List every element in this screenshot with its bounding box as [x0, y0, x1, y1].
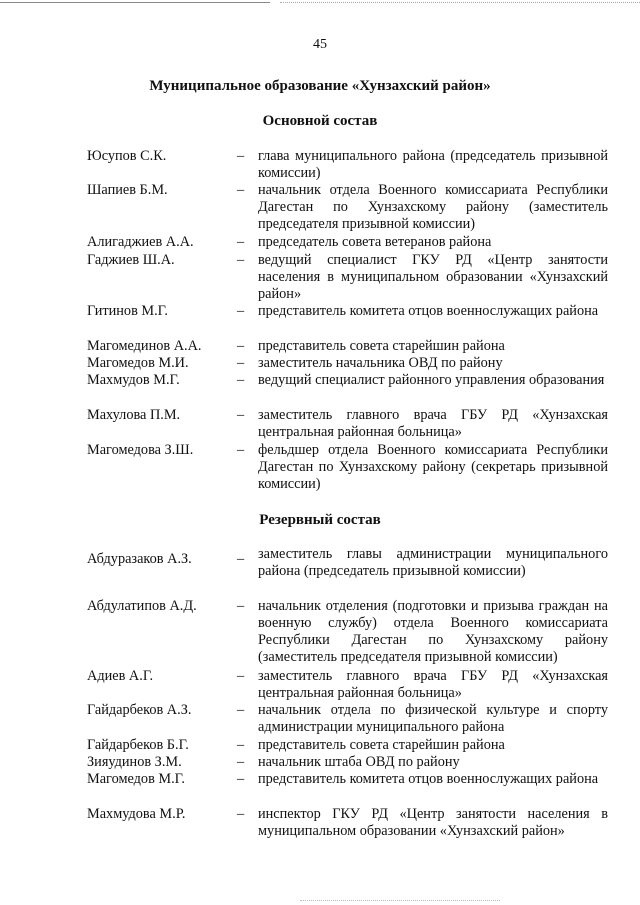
member-name: Махмудова М.Р. [87, 806, 186, 822]
dash: – [237, 771, 245, 787]
dash: – [237, 754, 245, 770]
member-role: заместитель главного врача ГБУ РД «Хунзахская центральная районная больница» [258, 668, 608, 701]
member-role: начальник отдела по физической культуре и спорту администрации муниципального района [258, 702, 608, 735]
dash: – [237, 702, 245, 718]
member-name: Зияудинов З.М. [87, 754, 182, 770]
member-role: начальник штаба ОВД по району [258, 754, 460, 770]
page-number: 45 [313, 37, 327, 52]
dash: – [237, 303, 245, 319]
member-name: Гаджиев Ш.А. [87, 252, 175, 268]
member-name: Адиев А.Г. [87, 668, 154, 684]
page-title: Муниципальное образование «Хунзахский район» [149, 78, 491, 94]
dash: – [237, 407, 245, 423]
member-role: начальник отдела Военного комиссариата Республики Дагестан по Хунзахскому району (заместитель председателя призывной комиссии) [258, 182, 608, 232]
dash: – [237, 252, 245, 268]
member-role: инспектор ГКУ РД «Центр занятости населения в муниципальном образовании «Хунзахский район» [258, 806, 608, 839]
member-role: начальник отделения (подготовки и призыва граждан на военную службу) отдела Военного комиссариата Республики Дагестан по Хунзахскому району (заместитель председателя призывной комиссии) [258, 598, 608, 665]
scan-edge-line [280, 2, 640, 3]
member-name: Абдуразаков А.З. [87, 551, 192, 567]
dash: – [237, 668, 245, 684]
scan-edge-line [300, 900, 500, 901]
dash: – [237, 442, 245, 458]
dash: – [237, 372, 245, 388]
dash: – [237, 355, 245, 371]
member-role: представитель комитета отцов военнослужащих района [258, 771, 599, 787]
dash: – [237, 598, 245, 614]
dash: – [237, 806, 245, 822]
dash: – [237, 338, 245, 354]
member-name: Магомедов М.Г. [87, 771, 185, 787]
member-role: заместитель начальника ОВД по району [258, 355, 503, 371]
member-role: ведущий специалист ГКУ РД «Центр занятости населения в муниципальном образовании «Хунзахский район» [258, 252, 608, 302]
member-role: фельдшер отдела Военного комиссариата Республики Дагестан по Хунзахскому району (секретарь призывной комиссии) [258, 442, 608, 492]
member-name: Гайдарбеков Б.Г. [87, 737, 189, 753]
dash: – [237, 737, 245, 753]
dash: – [237, 551, 245, 567]
member-role: представитель совета старейшин района [258, 338, 505, 354]
member-name: Алигаджиев А.А. [87, 234, 194, 250]
member-name: Магомедова З.Ш. [87, 442, 194, 458]
reserve-section-heading: Резервный состав [259, 512, 381, 528]
member-role: глава муниципального района (председатель призывной комиссии) [258, 148, 608, 181]
scan-edge-line [0, 2, 270, 3]
member-role: председатель совета ветеранов района [258, 234, 492, 250]
member-role: ведущий специалист районного управления образования [258, 372, 605, 388]
member-name: Абдулатипов А.Д. [87, 598, 197, 614]
member-role: представитель комитета отцов военнослужащих района [258, 303, 599, 319]
member-name: Шапиев Б.М. [87, 182, 168, 198]
member-name: Махулова П.М. [87, 407, 181, 423]
member-role: представитель совета старейшин района [258, 737, 505, 753]
member-role: заместитель главного врача ГБУ РД «Хунзахская центральная районная больница» [258, 407, 608, 440]
member-name: Магомединов А.А. [87, 338, 202, 354]
member-name: Юсупов С.К. [87, 148, 167, 164]
member-name: Гайдарбеков А.З. [87, 702, 192, 718]
dash: – [237, 234, 245, 250]
member-role: заместитель главы администрации муниципального района (председатель призывной комиссии) [258, 546, 608, 579]
dash: – [237, 148, 245, 164]
member-name: Махмудов М.Г. [87, 372, 180, 388]
main-section-heading: Основной состав [262, 113, 378, 129]
member-name: Гитинов М.Г. [87, 303, 168, 319]
member-name: Магомедов М.И. [87, 355, 189, 371]
dash: – [237, 182, 245, 198]
